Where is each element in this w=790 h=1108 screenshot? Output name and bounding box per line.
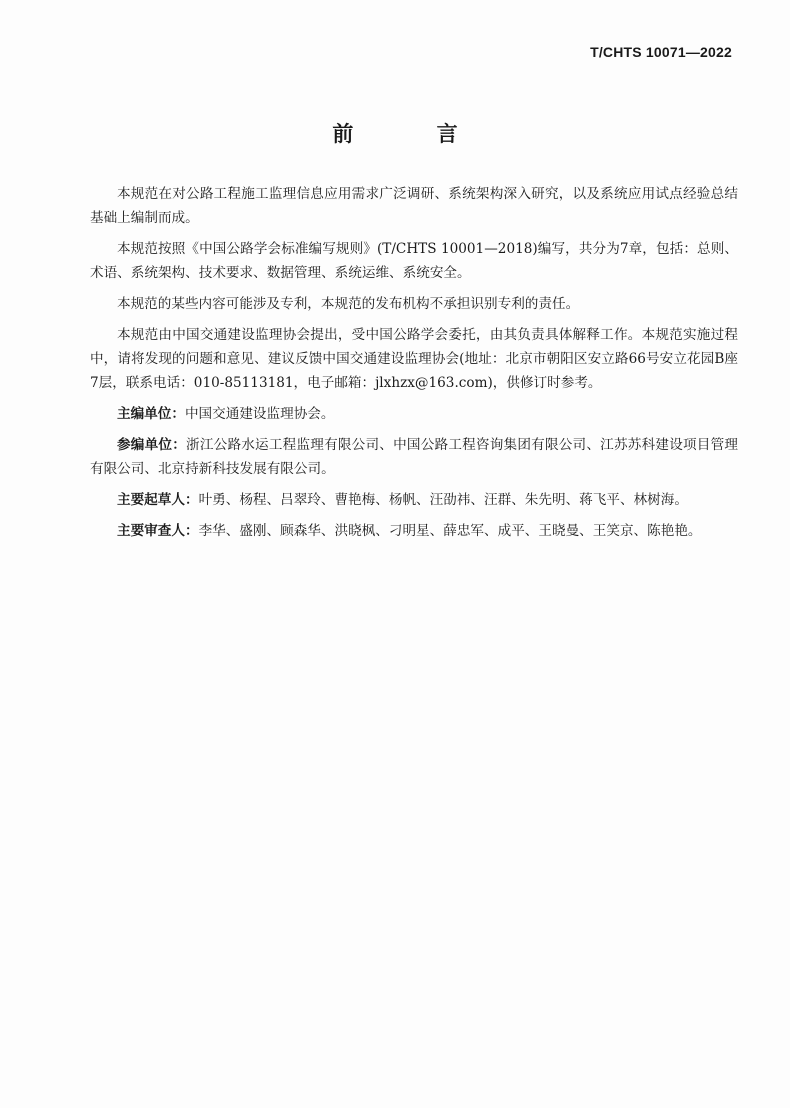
main-reviewers-label: 主要审查人： <box>117 523 199 539</box>
paragraph-patent: 本规范的某些内容可能涉及专利，本规范的发布机构不承担识别专利的责任。 <box>117 296 580 312</box>
paragraph-intro: 本规范在对公路工程施工监理信息应用需求广泛调研、系统架构深入研究，以及系统应用试点经验总结基础上编制而成。 <box>90 186 738 226</box>
participating-units <box>90 433 738 481</box>
main-reviewers <box>90 519 738 543</box>
main-drafters-value: 叶勇、杨程、吕翠玲、曹艳梅、杨帆、汪劭祎、汪群、朱先明、蒋飞平、林树海。 <box>198 492 688 508</box>
main-drafters <box>90 488 738 512</box>
main-drafters-label: 主要起草人： <box>117 492 199 508</box>
chief-unit-value: 中国交通建设监理协会。 <box>184 406 335 422</box>
main-reviewers-value: 李华、盛刚、顾森华、洪晓枫、刁明星、薛忠军、成平、王晓曼、王笑京、陈艳艳。 <box>198 523 702 539</box>
paragraph-feedback: 本规范由中国交通建设监理协会提出，受中国公路学会委托，由其负责具体解释工作。本规范实施过程中，请将发现的问题和意见、建议反馈中国交通建设监理协会(地址：北京市朝阳区安立路66号安立花园B座7层，联系电话：010-85113181，电子邮箱：jlxhzx@163.com)，供修订时参考。 <box>90 327 738 391</box>
foreword-body <box>90 182 738 550</box>
participating-units-value: 浙江公路水运工程监理有限公司、中国公路工程咨询集团有限公司、江苏苏科建设项目管理有限公司、北京持新科技发展有限公司。 <box>90 437 739 477</box>
paragraph-structure: 本规范按照《中国公路学会标准编写规则》(T/CHTS 10001—2018)编写，共分为7章，包括：总则、术语、系统架构、技术要求、数据管理、系统运维、系统安全。 <box>90 241 738 281</box>
chief-unit-label: 主编单位： <box>117 406 185 422</box>
chief-unit <box>90 402 738 426</box>
participating-units-label: 参编单位： <box>117 437 187 453</box>
standard-code: T/CHTS 10071—2022 <box>590 44 732 60</box>
page-title: 前 言 <box>332 122 496 146</box>
